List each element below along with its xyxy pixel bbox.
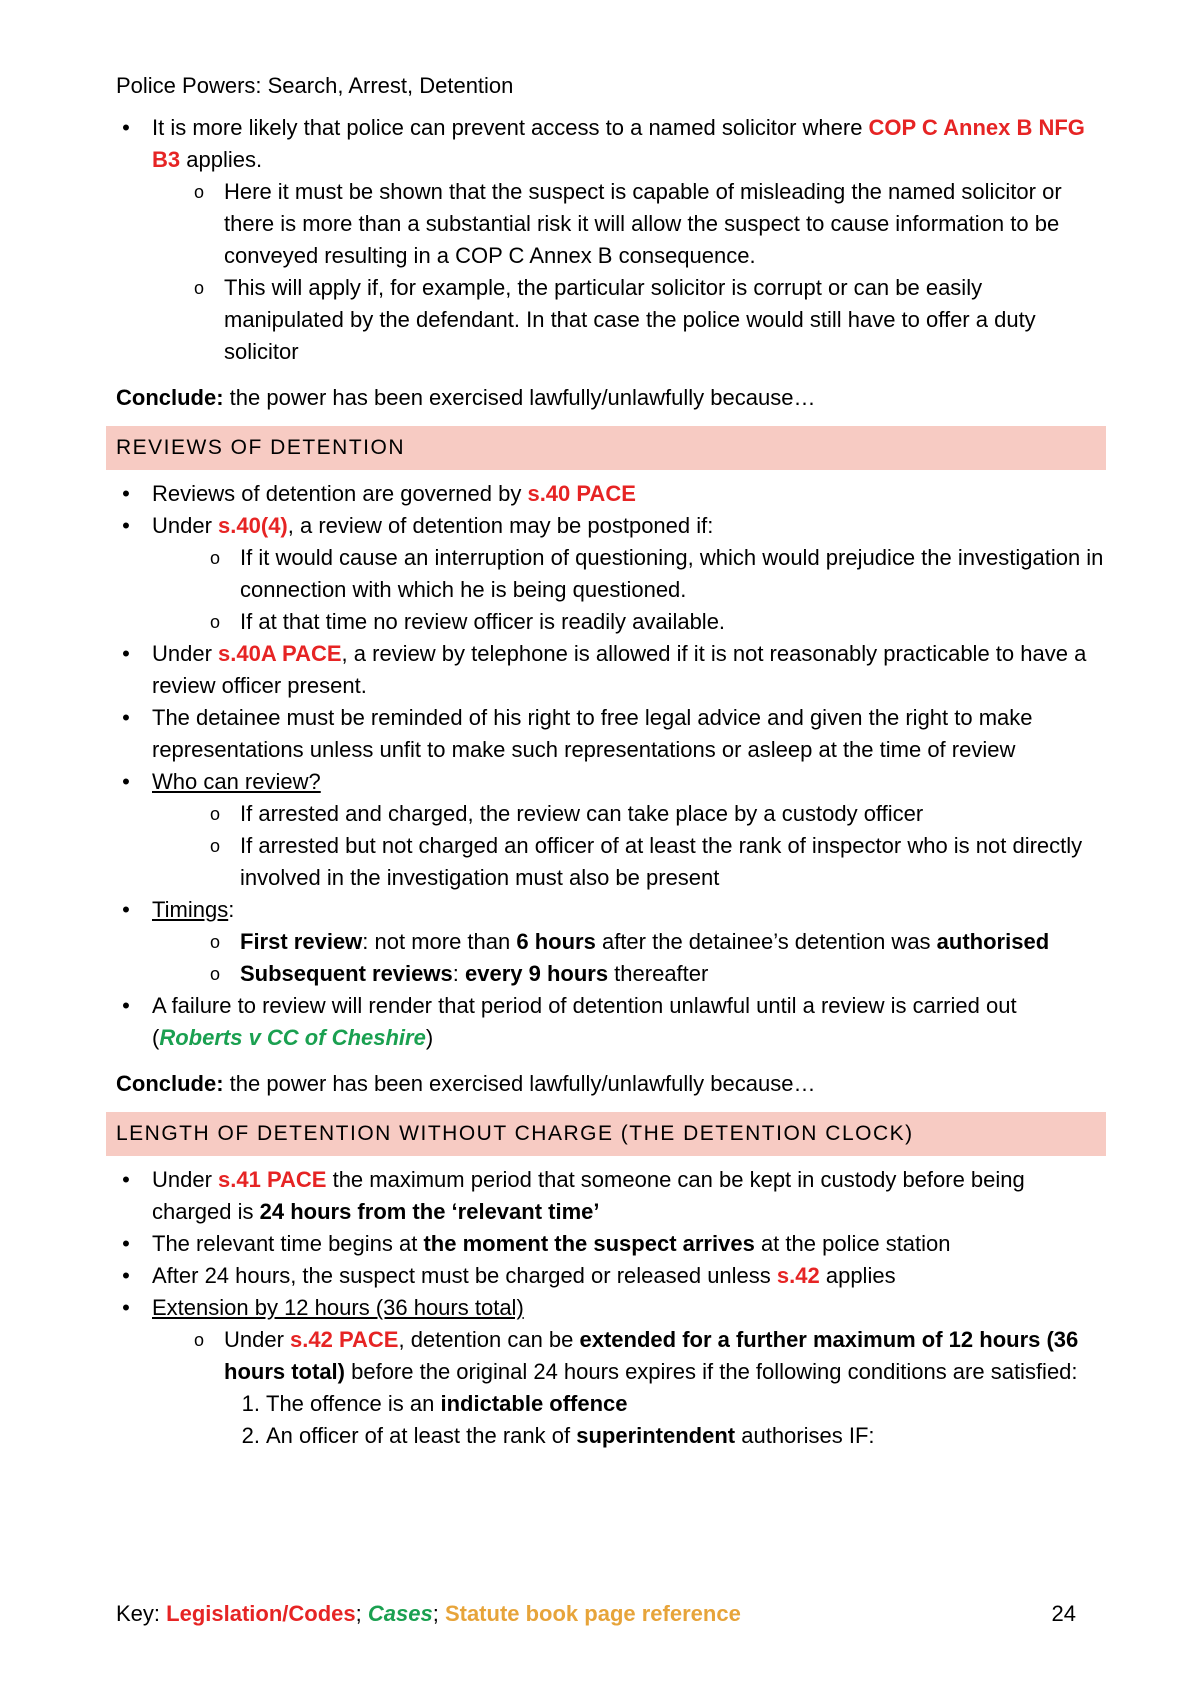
list-item: 2. An officer of at least the rank of superintendent authorises IF: xyxy=(224,1420,1106,1452)
circle-bullet-icon: o xyxy=(209,964,220,984)
case-ref: Roberts v CC of Cheshire xyxy=(159,1025,426,1050)
bullet-icon: • xyxy=(122,481,130,506)
sub-list xyxy=(204,926,1106,990)
subheading-extension: Extension by 12 hours (36 hours total) xyxy=(152,1295,524,1320)
circle-bullet-icon: o xyxy=(209,804,220,824)
list-item: o Here it must be shown that the suspect is capable of misleading the named solicitor or there is more than a substantial risk it will allow the suspect to cause information to be conveyed resulting in a COP C Annex B consequence. xyxy=(188,176,1106,272)
circle-bullet-icon: o xyxy=(193,278,204,298)
solicitor-access-list xyxy=(116,112,1106,368)
list-item: • Reviews of detention are governed by s.40 PACE xyxy=(116,478,1106,510)
bullet-icon: • xyxy=(122,993,130,1018)
detention-clock-list xyxy=(116,1164,1106,1452)
legislation-ref: s.40A PACE xyxy=(218,641,342,666)
section-heading-reviews: REVIEWS OF DETENTION xyxy=(106,426,1106,470)
circle-bullet-icon: o xyxy=(209,836,220,856)
conclude-line: Conclude: the power has been exercised lawfully/unlawfully because… xyxy=(116,385,816,410)
list-item: • Under s.40A PACE, a review by telephone is allowed if it is not reasonably practicable to have a review officer present. xyxy=(116,638,1106,702)
bullet-icon: • xyxy=(122,1167,130,1192)
circle-bullet-icon: o xyxy=(209,548,220,568)
subheading-timings: Timings xyxy=(152,897,229,922)
list-number: 1. xyxy=(241,1391,260,1416)
subheading-who-can-review: Who can review? xyxy=(152,769,321,794)
bullet-icon: • xyxy=(122,897,130,922)
sub-list xyxy=(188,176,1106,368)
list-item: o Under s.42 PACE, detention can be extended for a further maximum of 12 hours (36 hours total) before the original 24 hours expires if the following conditions are satisfied: 1. The offence is an indictable offence 2. An officer of at least the rank of superintendent authorises IF: xyxy=(188,1324,1106,1452)
list-item: o If arrested but not charged an officer of at least the rank of inspector who is not directly involved in the investigation must also be present xyxy=(204,830,1106,894)
page-footer: Key: Legislation/Codes; Cases; Statute book page reference 24 xyxy=(116,1598,1076,1630)
bullet-icon: • xyxy=(122,513,130,538)
list-item: 1. The offence is an indictable offence xyxy=(224,1388,1106,1420)
running-header: Police Powers: Search, Arrest, Detention xyxy=(116,73,514,98)
bullet-icon: • xyxy=(122,1295,130,1320)
list-item: • After 24 hours, the suspect must be charged or released unless s.42 applies xyxy=(116,1260,1106,1292)
circle-bullet-icon: o xyxy=(193,182,204,202)
list-item: o First review: not more than 6 hours after the detainee’s detention was authorised xyxy=(204,926,1106,958)
legislation-ref: s.40 PACE xyxy=(527,481,636,506)
legislation-ref: s.42 xyxy=(776,1263,820,1288)
list-item: o If it would cause an interruption of questioning, which would prejudice the investigation in connection with which he is being questioned. xyxy=(204,542,1106,606)
list-item xyxy=(116,1292,1106,1452)
legislation-ref: s.40(4) xyxy=(218,513,288,538)
list-item: • It is more likely that police can prevent access to a named solicitor where COP C Annex B NFG B3 applies. o Here it must be shown that the suspect is capable of misleading the named solicitor or there is more than a substantial risk it will allow the suspect to cause information to be conveyed resulting in a COP C Annex B consequence. o This will apply if, for example, the particular solicitor is corrupt or can be easily manipulated by the defendant. In that case the police would still have to offer a duty solicitor xyxy=(116,112,1106,368)
key-label: Key: xyxy=(116,1601,167,1626)
numbered-list xyxy=(224,1388,1106,1452)
circle-bullet-icon: o xyxy=(209,932,220,952)
list-item: • Under s.40(4), a review of detention may be postponed if: o If it would cause an interruption of questioning, which would prejudice the investigation in connection with which he is being questioned. o If at that time no review officer is readily available. xyxy=(116,510,1106,638)
sub-list xyxy=(204,798,1106,894)
bullet-icon: • xyxy=(122,1231,130,1256)
legislation-ref: s.42 PACE xyxy=(290,1327,399,1352)
list-item xyxy=(116,766,1106,894)
list-item: o Subsequent reviews: every 9 hours thereafter xyxy=(204,958,1106,990)
conclude-line: Conclude: the power has been exercised lawfully/unlawfully because… xyxy=(116,1071,816,1096)
list-item: • A failure to review will render that period of detention unlawful until a review is carried out (Roberts v CC of Cheshire) xyxy=(116,990,1106,1054)
bullet-icon: • xyxy=(122,1263,130,1288)
list-item: • The detainee must be reminded of his right to free legal advice and given the right to make representations unless unfit to make such representations or asleep at the time of review xyxy=(116,702,1106,766)
section-heading-detention-clock: LENGTH OF DETENTION WITHOUT CHARGE (THE DETENTION CLOCK) xyxy=(106,1112,1106,1156)
legislation-ref: s.41 PACE xyxy=(218,1167,327,1192)
list-item: o If arrested and charged, the review can take place by a custody officer xyxy=(204,798,1106,830)
list-number: 2. xyxy=(241,1423,260,1448)
list-item: • Timings: o First review: not more than 6 hours after the detainee’s detention was authorised o Subsequent reviews: every 9 hours thereafter xyxy=(116,894,1106,990)
bullet-icon: • xyxy=(122,705,130,730)
key-statute: Statute book page reference xyxy=(444,1601,741,1626)
key-cases: Cases xyxy=(367,1601,433,1626)
list-item: • Under s.41 PACE the maximum period that someone can be kept in custody before being charged is 24 hours from the ‘relevant time’ xyxy=(116,1164,1106,1228)
circle-bullet-icon: o xyxy=(193,1330,204,1350)
list-item: o This will apply if, for example, the particular solicitor is corrupt or can be easily manipulated by the defendant. In that case the police would still have to offer a duty solicitor xyxy=(188,272,1106,368)
key-legislation: Legislation/Codes xyxy=(166,1601,356,1626)
bullet-icon: • xyxy=(122,769,130,794)
sub-list xyxy=(204,542,1106,638)
sub-list xyxy=(188,1324,1106,1452)
list-item: o If at that time no review officer is readily available. xyxy=(204,606,1106,638)
list-item: • The relevant time begins at the moment the suspect arrives at the police station xyxy=(116,1228,1106,1260)
reviews-list xyxy=(116,478,1106,1054)
bullet-icon: • xyxy=(122,641,130,666)
page-content xyxy=(116,70,1106,1452)
circle-bullet-icon: o xyxy=(209,612,220,632)
bullet-icon: • xyxy=(122,115,130,140)
legislation-ref: COP C Annex B NFG B3 xyxy=(152,115,1085,172)
page-number: 24 xyxy=(1051,1601,1076,1626)
